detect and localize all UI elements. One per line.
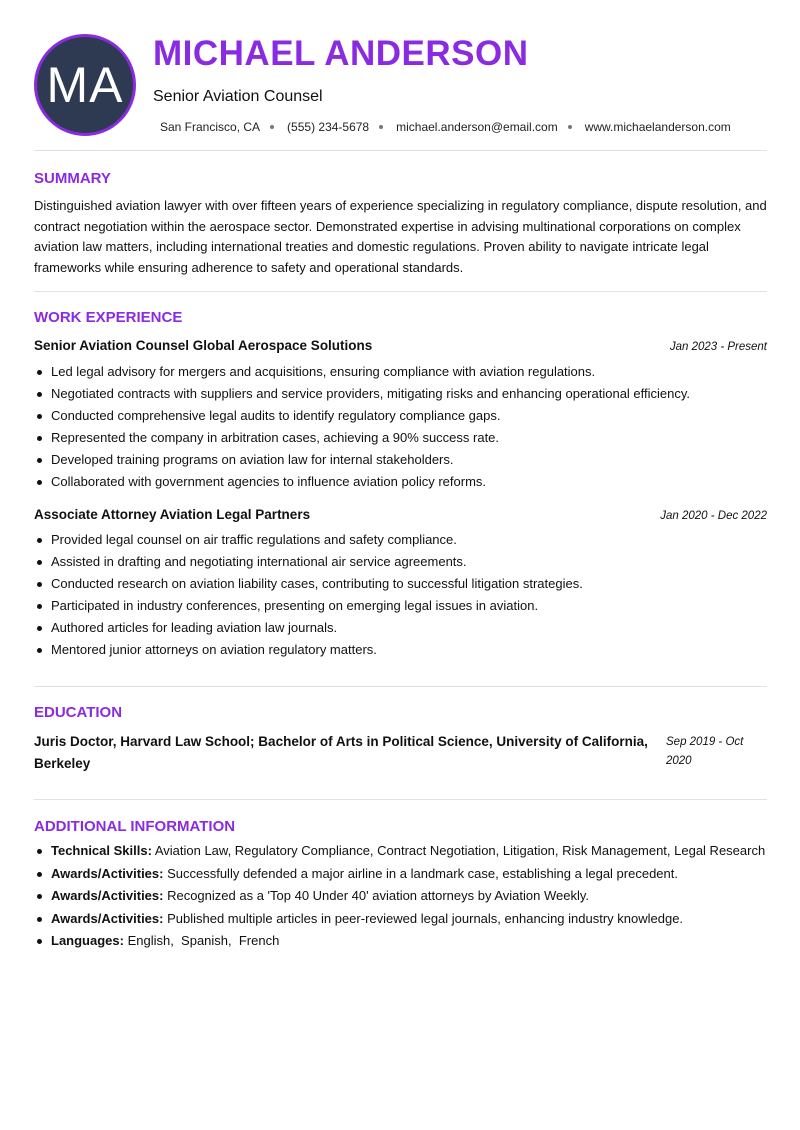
list-item	[34, 932, 767, 951]
experience-heading: WORK EXPERIENCE	[34, 309, 183, 326]
separator-dot-icon	[379, 125, 383, 129]
education-degree: Juris Doctor, Harvard Law School; Bachelor of Arts in Political Science, University of California, Berkeley	[34, 734, 648, 771]
list-item: Mentored junior attorneys on aviation regulatory matters.	[34, 639, 767, 661]
contact-location: San Francisco, CA	[160, 120, 261, 134]
list-item: Assisted in drafting and negotiating international air service agreements.	[34, 551, 767, 573]
list-item: Negotiated contracts with suppliers and service providers, mitigating risks and enhancing operational efficiency.	[34, 383, 767, 405]
list-item: Conducted research on aviation liability cases, contributing to successful litigation strategies.	[34, 573, 767, 595]
divider	[34, 799, 767, 800]
info-text: Published multiple articles in peer-reviewed legal journals, enhancing industry knowledge.	[163, 910, 684, 926]
contact-email[interactable]: michael.anderson@email.com	[396, 120, 558, 134]
separator-dot-icon	[568, 125, 572, 129]
list-item: Conducted comprehensive legal audits to identify regulatory compliance gaps.	[34, 405, 767, 427]
info-text: Aviation Law, Regulatory Compliance, Contract Negotiation, Litigation, Risk Management, Legal Research	[151, 843, 766, 858]
info-text: Recognized as a 'Top 40 Under 40' aviation attorneys by Aviation Weekly.	[163, 888, 590, 903]
summary-heading: SUMMARY	[34, 170, 111, 187]
list-item: Led legal advisory for mergers and acquisitions, ensuring compliance with aviation regulations.	[34, 361, 767, 383]
divider	[34, 686, 767, 687]
list-item: Authored articles for leading aviation law journals.	[34, 617, 767, 639]
job-header	[34, 338, 767, 353]
avatar-initials: MA	[46, 57, 124, 113]
info-text: English, Spanish, French	[123, 933, 280, 948]
info-text: Successfully defended a major airline in a landmark case, establishing a legal precedent.	[163, 865, 678, 881]
info-label: Languages:	[51, 933, 124, 948]
list-item	[34, 842, 767, 861]
job-bullets	[34, 361, 767, 493]
info-label: Awards/Activities:	[51, 865, 164, 881]
education-heading: EDUCATION	[34, 704, 123, 721]
separator-dot-icon	[270, 125, 274, 129]
avatar	[34, 34, 136, 136]
education-dates: Sep 2019 - Oct 2020	[666, 736, 744, 767]
job-title: Senior Aviation Counsel Global Aerospace Solutions	[34, 338, 373, 353]
divider	[34, 150, 767, 151]
list-item: Developed training programs on aviation law for internal stakeholders.	[34, 449, 767, 471]
job-title: Associate Attorney Aviation Legal Partners	[34, 507, 311, 522]
info-label: Technical Skills:	[51, 843, 152, 858]
list-item	[34, 910, 767, 929]
divider	[34, 291, 767, 292]
list-item: Participated in industry conferences, presenting on emerging legal issues in aviation.	[34, 595, 767, 617]
list-item: Provided legal counsel on air traffic regulations and safety compliance.	[34, 529, 767, 551]
list-item	[34, 865, 767, 884]
job-dates: Jan 2023 - Present	[669, 341, 767, 353]
info-label: Awards/Activities:	[51, 888, 164, 903]
job-dates: Jan 2020 - Dec 2022	[660, 510, 767, 522]
additional-info-list	[34, 842, 767, 955]
list-item: Collaborated with government agencies to influence aviation policy reforms.	[34, 471, 767, 493]
contact-website[interactable]: www.michaelanderson.com	[584, 120, 731, 134]
list-item: Represented the company in arbitration cases, achieving a 90% success rate.	[34, 427, 767, 449]
list-item	[34, 887, 767, 906]
contact-bar	[160, 120, 731, 134]
job-bullets	[34, 529, 767, 661]
summary-text: Distinguished aviation lawyer with over fifteen years of experience specializing in regulatory compliance, dispute resolution, and contract negotiation within the aerospace sector. Demonstrated expertise in advising multinational corporations on complex aviation law matters, including international treaties and domestic regulations. Proven ability to navigate intricate legal frameworks while ensuring adherence to safety and operational standards.	[34, 198, 767, 275]
job-title-headline: Senior Aviation Counsel	[153, 88, 323, 105]
additional-info-heading: ADDITIONAL INFORMATION	[34, 818, 236, 835]
info-label: Awards/Activities:	[51, 910, 164, 926]
job-header	[34, 507, 767, 522]
contact-phone: (555) 234-5678	[287, 120, 370, 134]
candidate-name: MICHAEL ANDERSON	[153, 34, 529, 73]
